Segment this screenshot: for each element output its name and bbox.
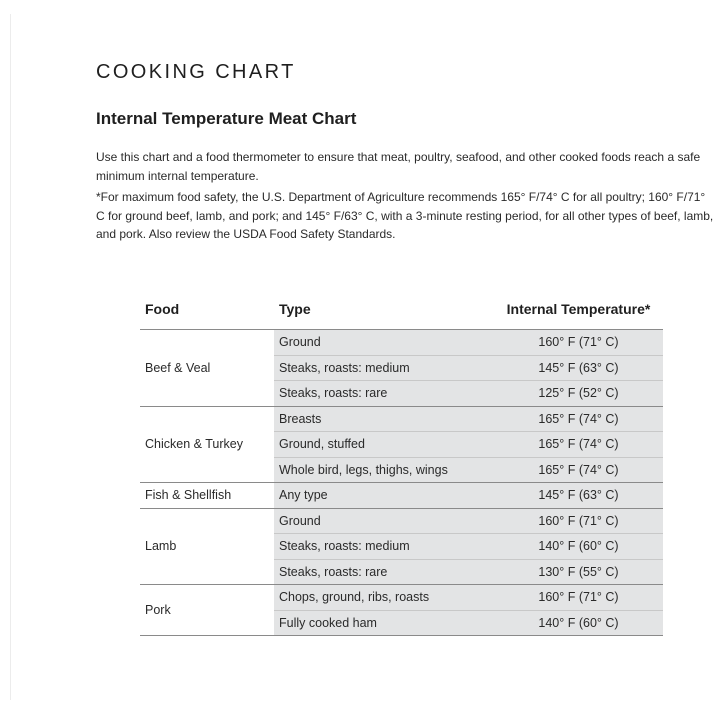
temperature-cell: 125° F (52° C) (494, 381, 663, 407)
page-edge-rule (10, 14, 11, 700)
temperature-cell: 165° F (74° C) (494, 406, 663, 432)
section-title: Internal Temperature Meat Chart (96, 109, 357, 128)
temperature-cell: 140° F (60° C) (494, 534, 663, 560)
table-row (140, 406, 663, 432)
temperature-cell: 160° F (71° C) (494, 508, 663, 534)
table-row (140, 585, 663, 611)
header-internal-temperature: Internal Temperature* (494, 289, 663, 330)
type-cell: Breasts (274, 406, 494, 432)
page-title: COOKING CHART (96, 61, 296, 83)
type-cell: Ground (274, 330, 494, 356)
type-cell: Fully cooked ham (274, 610, 494, 636)
temperature-cell: 160° F (71° C) (494, 330, 663, 356)
temperature-cell: 130° F (55° C) (494, 559, 663, 585)
header-food: Food (140, 289, 274, 330)
temperature-cell: 165° F (74° C) (494, 457, 663, 483)
temperature-cell: 165° F (74° C) (494, 432, 663, 458)
temperature-cell: 145° F (63° C) (494, 483, 663, 509)
intro-paragraph: Use this chart and a food thermometer to ensure that meat, poultry, seafood, and other cooked foods reach a safe minimum internal temperature. (96, 150, 701, 183)
type-cell: Steaks, roasts: medium (274, 355, 494, 381)
type-cell: Any type (274, 483, 494, 509)
type-cell: Ground, stuffed (274, 432, 494, 458)
meat-temperature-table (140, 289, 663, 636)
food-cell: Chicken & Turkey (140, 406, 274, 483)
table-row (140, 508, 663, 534)
type-cell: Steaks, roasts: medium (274, 534, 494, 560)
temperature-cell: 145° F (63° C) (494, 355, 663, 381)
food-cell: Lamb (140, 508, 274, 585)
table-body (140, 330, 663, 636)
food-cell: Fish & Shellfish (140, 483, 274, 509)
temperature-cell: 140° F (60° C) (494, 610, 663, 636)
temperature-cell: 160° F (71° C) (494, 585, 663, 611)
table-row (140, 483, 663, 509)
type-cell: Ground (274, 508, 494, 534)
usda-note-paragraph: *For maximum food safety, the U.S. Department of Agriculture recommends 165° F/74° C for all poultry; 160° F/71° C for ground beef, lamb, and pork; and 145° F/63° C, with a 3-minute resting period, for all other types of beef, lamb, and pork. Also review the USDA Food Safety Standards. (96, 190, 714, 241)
type-cell: Chops, ground, ribs, roasts (274, 585, 494, 611)
food-cell: Pork (140, 585, 274, 636)
document-page (96, 58, 714, 244)
food-cell: Beef & Veal (140, 330, 274, 407)
header-type: Type (274, 289, 494, 330)
type-cell: Steaks, roasts: rare (274, 559, 494, 585)
table-row (140, 330, 663, 356)
type-cell: Whole bird, legs, thighs, wings (274, 457, 494, 483)
table-header-row (140, 289, 663, 330)
type-cell: Steaks, roasts: rare (274, 381, 494, 407)
